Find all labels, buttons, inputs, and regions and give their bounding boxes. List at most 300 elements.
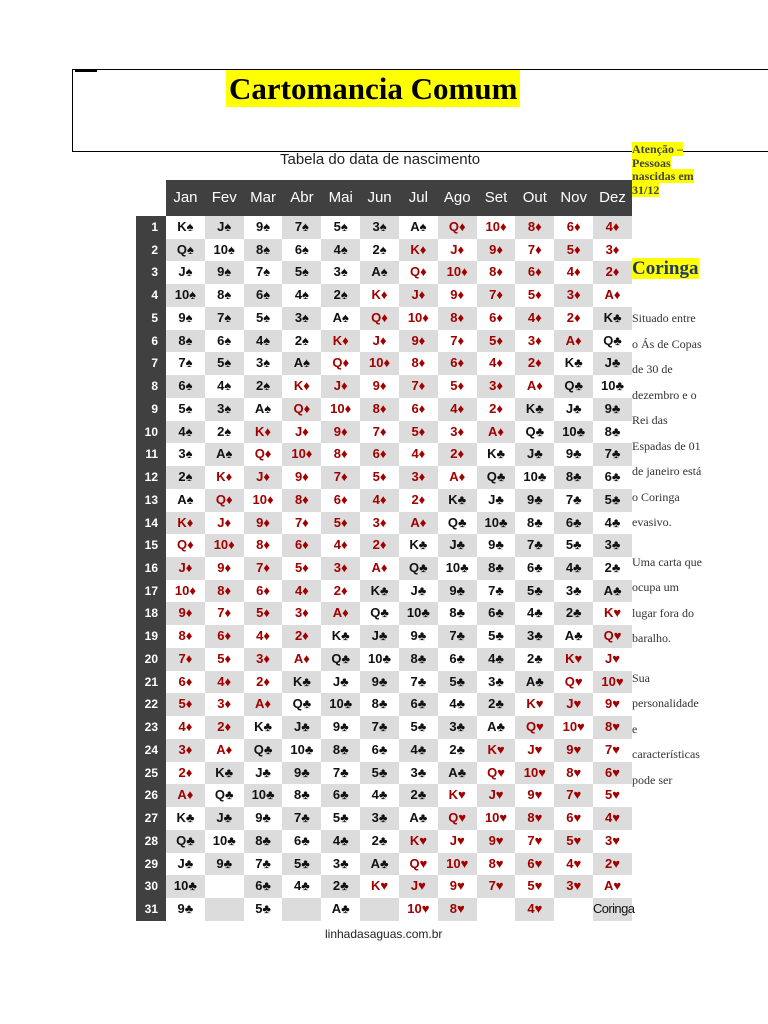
table-row xyxy=(166,443,632,466)
card-cell: 9♦ xyxy=(217,560,232,576)
day-number: 17 xyxy=(144,583,158,598)
card-cell: J♦ xyxy=(321,375,360,398)
table-row xyxy=(166,648,632,671)
card-cell: K♦ xyxy=(321,330,360,353)
month-header-cell: Jan xyxy=(173,189,198,206)
joker-label: Coringa xyxy=(593,901,635,916)
card-cell: 3♣ xyxy=(360,807,399,830)
card-cell: 10♥ xyxy=(515,762,554,785)
card-cell: 7♥ xyxy=(527,832,543,848)
sidebar-paragraph: Situado entre o Ás de Copas de 30 de dezembro e o Rei das Espadas de 01 de janeiro está o Coringa evasivo. xyxy=(632,311,702,529)
table-row xyxy=(166,853,632,876)
card-cell: 7♣ xyxy=(515,534,554,557)
card-cell: 9♣ xyxy=(488,537,504,553)
table-row xyxy=(166,898,635,921)
card-cell: 6♣ xyxy=(526,560,543,576)
card-cell: 10♦ xyxy=(360,352,399,375)
card-cell: 5♠ xyxy=(282,261,321,284)
card-cell: 5♦ xyxy=(450,378,465,394)
table-row xyxy=(166,716,632,739)
card-cell: 4♣ xyxy=(321,830,360,853)
card-cell: 8♣ xyxy=(294,787,310,803)
card-cell: A♥ xyxy=(603,878,622,894)
card-cell: Q♣ xyxy=(399,557,438,580)
card-cell: 6♦ xyxy=(256,582,270,598)
card-cell: 4♦ xyxy=(178,719,193,735)
card-cell: K♣ xyxy=(205,762,244,785)
card-cell: 4♣ xyxy=(449,696,466,712)
card-cell: 5♦ xyxy=(166,693,205,716)
table-row xyxy=(166,421,632,444)
card-cell: 9♦ xyxy=(166,602,205,625)
card-cell: 4♦ xyxy=(256,628,270,644)
card-cell: 8♥ xyxy=(438,898,477,921)
card-cell: 7♣ xyxy=(410,673,427,689)
card-cell: A♦ xyxy=(244,693,283,716)
card-cell: 2♦ xyxy=(256,673,270,689)
day-number: 28 xyxy=(144,833,158,848)
card-cell: A♠ xyxy=(410,219,427,234)
month-header-cell: Out xyxy=(522,189,547,206)
card-cell: 5♣ xyxy=(255,901,271,917)
card-cell: A♠ xyxy=(205,443,244,466)
card-cell: Q♣ xyxy=(477,466,516,489)
table-row xyxy=(166,330,632,353)
card-cell: 5♠ xyxy=(178,400,193,416)
card-cell: K♥ xyxy=(526,696,544,712)
card-cell: Q♦ xyxy=(205,489,244,512)
table-row xyxy=(166,693,632,716)
card-cell: K♥ xyxy=(448,787,466,803)
card-cell: K♥ xyxy=(603,605,622,621)
card-cell: A♦ xyxy=(449,469,466,485)
card-cell: Q♣ xyxy=(292,696,312,712)
card-cell: 7♣ xyxy=(332,764,349,780)
card-cell: 9♣ xyxy=(282,762,321,785)
card-cell: 9♦ xyxy=(294,469,309,485)
card-cell: 3♦ xyxy=(166,739,205,762)
card-cell: 9♣ xyxy=(205,853,244,876)
card-cell: Q♥ xyxy=(487,764,505,780)
card-cell: 2♣ xyxy=(526,650,543,666)
month-header-cell: Set xyxy=(484,189,508,206)
card-cell: Q♣ xyxy=(370,605,389,621)
card-cell: 6♣ xyxy=(554,512,593,535)
card-cell: 4♠ xyxy=(294,287,309,303)
card-cell: 7♦ xyxy=(450,332,465,348)
card-cell: Q♣ xyxy=(554,375,593,398)
sidebar-heading-text: Coringa xyxy=(632,258,699,279)
day-number: 19 xyxy=(144,629,158,644)
card-cell: 5♦ xyxy=(527,287,542,303)
card-cell: 3♦ xyxy=(217,696,232,712)
card-cell: 10♠ xyxy=(213,241,235,257)
month-header-cell: Jun xyxy=(367,189,392,206)
card-cell: 6♦ xyxy=(566,219,581,234)
table-row xyxy=(166,307,632,330)
card-cell: 6♣ xyxy=(321,784,360,807)
sidebar-paragraph: Sua personalidade e características pode ser xyxy=(632,670,700,787)
card-cell: K♣ xyxy=(438,489,477,512)
card-cell xyxy=(205,898,244,921)
card-cell: 5♣ xyxy=(332,810,349,826)
card-cell: 10♣ xyxy=(601,378,625,394)
card-cell: K♣ xyxy=(176,810,195,826)
table-row xyxy=(166,580,632,603)
table-row xyxy=(166,239,632,262)
card-cell: 3♦ xyxy=(527,332,542,348)
card-cell: J♥ xyxy=(527,741,543,757)
table-row xyxy=(166,352,632,375)
card-cell: A♠ xyxy=(282,352,321,375)
card-cell: J♦ xyxy=(244,466,283,489)
card-cell: J♦ xyxy=(450,241,465,257)
card-cell: K♣ xyxy=(282,671,321,694)
card-cell: J♦ xyxy=(217,514,232,530)
day-number: 29 xyxy=(144,856,158,871)
card-cell: A♣ xyxy=(360,853,399,876)
card-cell: A♣ xyxy=(487,719,505,735)
card-cell: A♦ xyxy=(293,650,310,666)
table-row xyxy=(166,784,632,807)
card-cell: Q♥ xyxy=(438,807,477,830)
card-cell: 7♦ xyxy=(372,423,387,439)
card-cell: 2♣ xyxy=(604,560,621,576)
card-cell: 4♥ xyxy=(566,855,582,871)
card-cell: 2♦ xyxy=(282,625,321,648)
card-cell: 8♣ xyxy=(399,648,438,671)
card-cell: J♠ xyxy=(178,264,193,280)
card-cell: 10♦ xyxy=(252,491,274,507)
card-cell: 7♠ xyxy=(205,307,244,330)
card-cell: 8♦ xyxy=(282,489,321,512)
card-cell: 6♦ xyxy=(489,309,503,325)
card-cell: Q♣ xyxy=(525,423,545,439)
card-cell: 2♦ xyxy=(411,491,426,507)
card-cell: A♦ xyxy=(399,512,438,535)
card-cell: 5♥ xyxy=(605,787,620,803)
card-cell: 7♦ xyxy=(166,648,205,671)
card-cell: 2♠ xyxy=(166,466,205,489)
card-cell: 8♣ xyxy=(554,466,593,489)
month-header-cell: Mai xyxy=(328,189,353,206)
card-cell: J♣ xyxy=(410,582,427,598)
table-row xyxy=(166,875,632,898)
table-row xyxy=(166,261,632,284)
card-cell: 7♦ xyxy=(527,241,542,257)
card-cell: 9♦ xyxy=(450,287,465,303)
day-number: 27 xyxy=(144,811,158,826)
day-number: 15 xyxy=(144,538,158,553)
attention-note xyxy=(632,143,702,197)
card-cell: 8♦ xyxy=(515,216,554,239)
sidebar-text xyxy=(632,306,702,807)
card-cell: 6♣ xyxy=(477,602,516,625)
card-cell: 5♥ xyxy=(554,830,593,853)
card-cell: 4♠ xyxy=(217,378,232,394)
day-number: 13 xyxy=(144,492,158,507)
card-cell: 5♣ xyxy=(488,628,504,644)
card-cell: Q♦ xyxy=(282,398,321,421)
card-cell: Q♥ xyxy=(564,673,583,689)
card-cell: 3♦ xyxy=(450,423,465,439)
card-cell: 3♣ xyxy=(515,625,554,648)
card-cell: K♣ xyxy=(409,537,428,553)
card-cell: 3♠ xyxy=(282,307,321,330)
card-cell: 3♣ xyxy=(410,764,427,780)
card-cell: 6♥ xyxy=(515,853,554,876)
card-cell: 6♠ xyxy=(244,284,283,307)
card-cell: 3♦ xyxy=(477,375,516,398)
month-header-cell: Dez xyxy=(599,189,626,206)
day-number: 12 xyxy=(144,470,158,485)
card-cell: 6♦ xyxy=(333,491,348,507)
table-row xyxy=(166,671,632,694)
card-cell: 7♣ xyxy=(488,582,504,598)
card-cell: J♣ xyxy=(255,764,271,780)
card-cell: 5♦ xyxy=(244,602,283,625)
card-cell xyxy=(554,898,593,921)
card-cell: Q♠ xyxy=(166,239,205,262)
day-number: 11 xyxy=(145,447,158,462)
card-cell: 4♦ xyxy=(489,355,503,371)
card-cell: 5♣ xyxy=(565,537,582,553)
card-cell: 2♣ xyxy=(371,832,388,848)
card-cell: 5♦ xyxy=(399,421,438,444)
card-cell: 6♥ xyxy=(566,810,582,826)
card-cell: Q♦ xyxy=(332,355,350,371)
card-cell: J♣ xyxy=(438,534,477,557)
card-cell: K♥ xyxy=(399,830,438,853)
card-cell: 5♠ xyxy=(333,219,348,234)
card-cell: 2♣ xyxy=(449,741,466,757)
card-cell: 9♦ xyxy=(477,239,516,262)
card-cell: Q♦ xyxy=(254,446,272,462)
card-cell: 4♣ xyxy=(294,878,310,894)
card-cell: J♣ xyxy=(565,400,582,416)
card-cell: 3♣ xyxy=(565,582,582,598)
card-cell: J♣ xyxy=(332,673,349,689)
card-cell: Q♥ xyxy=(515,716,554,739)
card-cell: 6♣ xyxy=(449,650,466,666)
card-cell: 2♦ xyxy=(566,309,581,325)
day-number-column xyxy=(136,216,166,921)
card-cell: 6♣ xyxy=(294,832,310,848)
card-cell: 4♦ xyxy=(593,216,632,239)
card-cell: 7♦ xyxy=(477,284,516,307)
card-cell: Q♣ xyxy=(214,787,234,803)
card-cell: 9♣ xyxy=(360,671,399,694)
card-cell: Q♦ xyxy=(360,307,399,330)
card-cell: 9♣ xyxy=(593,398,632,421)
card-cell: 10♣ xyxy=(290,741,314,757)
card-cell: 7♥ xyxy=(554,784,593,807)
card-cell: J♦ xyxy=(372,332,387,348)
card-cell: 9♥ xyxy=(477,830,516,853)
table-row xyxy=(166,739,632,762)
card-cell: 7♠ xyxy=(282,216,321,239)
card-cell: 6♦ xyxy=(282,534,321,557)
card-cell: Q♣ xyxy=(603,332,622,348)
card-cell: A♣ xyxy=(564,628,583,644)
card-cell: 2♦ xyxy=(360,534,399,557)
card-cell: A♣ xyxy=(438,762,477,785)
card-cell: 10♣ xyxy=(166,875,205,898)
card-cell: J♥ xyxy=(399,875,438,898)
card-cell: 4♦ xyxy=(333,537,348,553)
card-cell: A♠ xyxy=(360,261,399,284)
card-cell: 10♣ xyxy=(445,560,469,576)
card-cell: 9♣ xyxy=(332,719,349,735)
card-cell: 2♦ xyxy=(178,764,193,780)
card-cell: 3♣ xyxy=(488,673,504,689)
day-number: 20 xyxy=(144,651,158,666)
month-header xyxy=(166,180,632,216)
card-cell: 9♠ xyxy=(205,261,244,284)
card-cell: K♣ xyxy=(515,398,554,421)
card-cell: 10♥ xyxy=(562,719,585,735)
card-cell xyxy=(360,898,399,921)
table-row xyxy=(166,466,632,489)
card-cell: 3♦ xyxy=(372,514,387,530)
card-cell: 5♣ xyxy=(593,489,632,512)
card-cell: A♣ xyxy=(409,810,428,826)
card-cell: 3♦ xyxy=(244,648,283,671)
card-cell: K♣ xyxy=(331,628,350,644)
day-number: 14 xyxy=(144,515,158,530)
day-number: 25 xyxy=(144,765,158,780)
card-cell: J♣ xyxy=(593,352,632,375)
card-cell: A♦ xyxy=(526,378,543,394)
card-cell: A♦ xyxy=(604,287,621,303)
card-cell: 3♠ xyxy=(333,264,348,280)
card-cell: J♣ xyxy=(488,491,504,507)
card-cell: A♠ xyxy=(177,491,194,507)
card-cell: 4♦ xyxy=(515,307,554,330)
table-row xyxy=(166,807,632,830)
card-cell: 8♠ xyxy=(244,239,283,262)
card-cell: 6♦ xyxy=(438,352,477,375)
card-cell: 3♠ xyxy=(178,446,193,462)
card-cell: A♦ xyxy=(321,602,360,625)
sidebar-paragraph: Uma carta que ocupa um lugar fora do baralho. xyxy=(632,554,702,645)
card-cell: 10♦ xyxy=(407,309,429,325)
card-cell: 6♣ xyxy=(244,875,283,898)
card-cell: 10♣ xyxy=(212,832,236,848)
frame-mark xyxy=(75,70,97,72)
card-cell: 2♣ xyxy=(554,602,593,625)
card-cell: 5♦ xyxy=(372,469,387,485)
card-cell: 10♥ xyxy=(407,901,430,917)
card-cell: 2♣ xyxy=(399,784,438,807)
table-caption: Tabela do data de nascimento xyxy=(280,151,481,168)
card-cell: A♣ xyxy=(593,580,632,603)
card-cell: 9♣ xyxy=(438,580,477,603)
card-cell: 2♠ xyxy=(372,241,387,257)
card-cell: K♦ xyxy=(293,378,310,394)
table-row xyxy=(166,398,632,421)
table-row xyxy=(166,512,632,535)
card-cell: 4♠ xyxy=(166,421,205,444)
table-row xyxy=(166,489,632,512)
card-cell: 5♣ xyxy=(438,671,477,694)
card-cell: 3♦ xyxy=(554,284,593,307)
day-number: 18 xyxy=(144,606,158,621)
month-header-cell: Abr xyxy=(290,189,314,206)
card-cell: 10♥ xyxy=(593,671,632,694)
card-cell: 7♣ xyxy=(565,491,582,507)
card-cell: 7♠ xyxy=(256,264,271,280)
table-row xyxy=(166,830,632,853)
card-cell: 4♠ xyxy=(244,330,283,353)
card-cell: 6♦ xyxy=(360,443,399,466)
card-cell: 9♥ xyxy=(554,739,593,762)
card-cell: 8♦ xyxy=(360,398,399,421)
card-cell: A♣ xyxy=(515,671,554,694)
card-cell: K♠ xyxy=(177,219,194,234)
card-cell: 7♣ xyxy=(593,443,632,466)
card-cell: K♦ xyxy=(244,421,283,444)
card-cell: 7♦ xyxy=(321,466,360,489)
card-cell: 9♥ xyxy=(605,696,620,712)
card-cell: Q♥ xyxy=(593,625,632,648)
card-cell: 7♣ xyxy=(360,716,399,739)
card-cell: 8♥ xyxy=(488,855,504,871)
card-cell: 6♣ xyxy=(604,469,621,485)
card-cell: 7♣ xyxy=(255,855,271,871)
card-cell: 10♣ xyxy=(477,512,516,535)
card-cell: 4♥ xyxy=(515,898,554,921)
card-cell: 9♦ xyxy=(244,512,283,535)
card-cell: 10♣ xyxy=(554,421,593,444)
card-cell: 8♥ xyxy=(515,807,554,830)
card-cell: J♠ xyxy=(205,216,244,239)
card-cell: J♣ xyxy=(515,443,554,466)
card-cell: J♥ xyxy=(449,832,465,848)
card-cell: K♣ xyxy=(487,446,505,462)
card-cell xyxy=(205,875,244,898)
month-header-cell: Jul xyxy=(408,189,428,206)
card-cell: 10♠ xyxy=(166,284,205,307)
card-cell: 8♦ xyxy=(205,580,244,603)
card-cell: J♥ xyxy=(554,693,593,716)
card-cell: 8♣ xyxy=(604,423,621,439)
card-cell: 8♦ xyxy=(438,307,477,330)
card-cell: 8♠ xyxy=(166,330,205,353)
card-cell: 4♦ xyxy=(438,398,477,421)
card-cell: Q♣ xyxy=(447,514,467,530)
card-cell: A♣ xyxy=(331,901,350,917)
card-cell: 3♦ xyxy=(321,557,360,580)
day-number: 30 xyxy=(144,879,158,894)
table-row xyxy=(166,284,632,307)
card-cell: 5♣ xyxy=(410,719,427,735)
card-cell: 7♠ xyxy=(178,355,193,371)
card-cell: 9♣ xyxy=(255,810,271,826)
card-cell: 3♠ xyxy=(360,216,399,239)
day-number: 23 xyxy=(144,720,158,735)
card-cell: 4♦ xyxy=(360,489,399,512)
table-row xyxy=(166,602,632,625)
card-cell: 3♣ xyxy=(438,716,477,739)
card-cell: A♦ xyxy=(477,421,516,444)
card-cell: 8♣ xyxy=(321,739,360,762)
card-cell: 2♦ xyxy=(515,352,554,375)
card-cell: 6♦ xyxy=(205,625,244,648)
card-cell: 3♠ xyxy=(205,398,244,421)
card-cell: 2♦ xyxy=(333,582,348,598)
card-cell: K♦ xyxy=(166,512,205,535)
